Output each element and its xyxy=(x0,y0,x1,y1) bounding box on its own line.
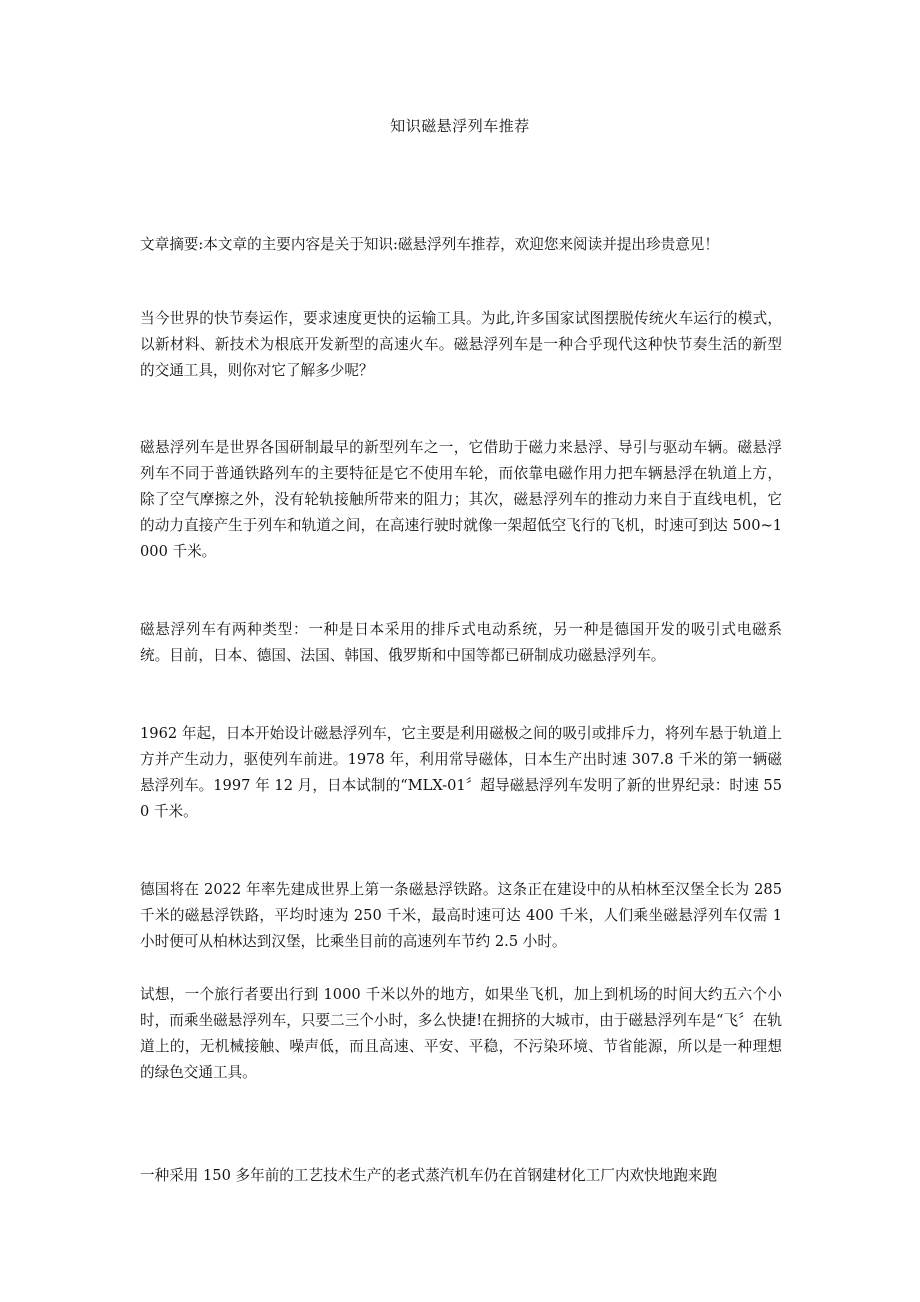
paragraph-germany: 德国将在 2022 年率先建成世界上第一条磁悬浮铁路。这条正在建设中的从柏林至汉堡全长为 285 千米的磁悬浮铁路，平均时速为 250 千米，最高时速可达 400 千米，人们乘坐磁悬浮列车仅需 1 小时便可从柏林达到汉堡，比乘坐目前的高速列车节约 2.5 小时。 xyxy=(140,881,782,950)
paragraph-japan: 1962 年起，日本开始设计磁悬浮列车，它主要是利用磁极之间的吸引或排斥力，将列车悬于轨道上方并产生动力，驱使列车前进。1978 年，利用常导磁体，日本生产出时速 307.8 千米的第一辆磁悬浮列车。1997 年 12 月，日本试制的“MLX-01〞超导磁悬浮列车发明了新的世界纪录：时速 550 千米。 xyxy=(140,725,782,820)
summary-paragraph: 文章摘要:本文章的主要内容是关于知识:磁悬浮列车推荐，欢迎您来阅读并提出珍贵意见！ xyxy=(140,236,719,253)
paragraph-intro: 当今世界的快节奏运作，要求速度更快的运输工具。为此,许多国家试图摆脱传统火车运行的模式，以新材料、新技术为根底开发新型的高速火车。磁悬浮列车是一种合乎现代这种快节奏生活的新型的交通工具，则你对它了解多少呢？ xyxy=(140,310,782,379)
paragraph-steam-locomotive: 一种采用 150 多年前的工艺技术生产的老式蒸汽机车仍在首钢建材化工厂内欢快地跑来跑 xyxy=(140,1167,718,1184)
paragraph-types: 磁悬浮列车有两种类型：一种是日本采用的排斥式电动系统，另一种是德国开发的吸引式电磁系统。目前，日本、德国、法国、韩国、俄罗斯和中国等都已研制成功磁悬浮列车。 xyxy=(140,621,782,664)
paragraph-definition: 磁悬浮列车是世界各国研制最早的新型列车之一，它借助于磁力来悬浮、导引与驱动车辆。磁悬浮列车不同于普通铁路列车的主要特征是它不使用车轮，而依靠电磁作用力把车辆悬浮在轨道上方，除了空气摩擦之外，没有轮轨接触所带来的阻力；其次，磁悬浮列车的推动力来自于直线电机，它的动力直接产生于列车和轨道之间，在高速行驶时就像一架超低空飞行的飞机，时速可到达 500~1000 千米。 xyxy=(140,439,782,560)
document-title: 知识磁悬浮列车推荐 xyxy=(390,117,530,135)
paragraph-benefits: 试想，一个旅行者要出行到 1000 千米以外的地方，如果坐飞机，加上到机场的时间大约五六个小时，而乘坐磁悬浮列车，只要二三个小时，多么快捷!在拥挤的大城市，由于磁悬浮列车是“飞〞在轨道上的，无机械接触、噪声低，而且高速、平安、平稳，不污染环境、节省能源，所以是一种理想的绿色交通工具。 xyxy=(140,986,782,1081)
